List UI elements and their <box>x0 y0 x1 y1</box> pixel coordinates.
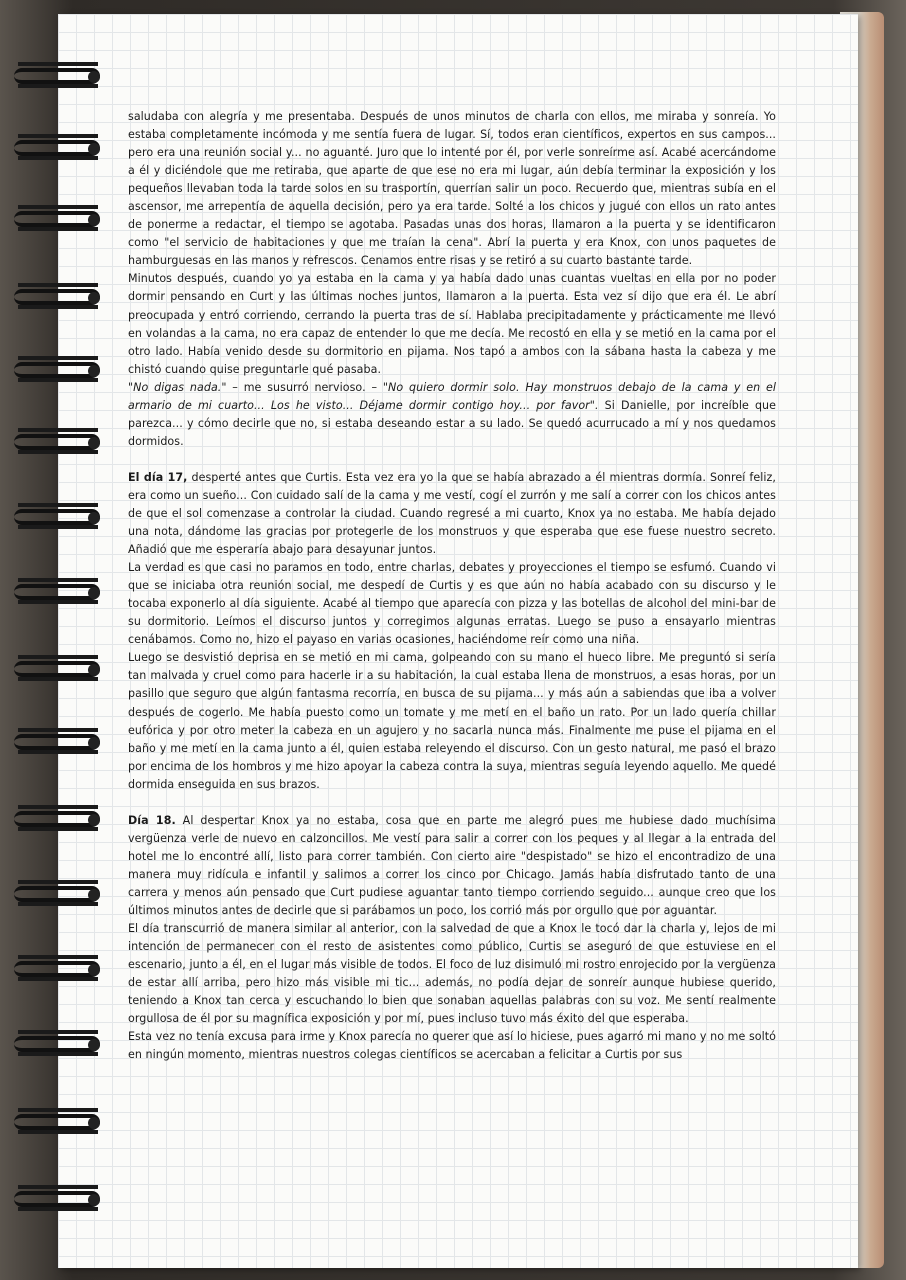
paragraph <box>128 379 776 451</box>
spiral-ring <box>14 356 104 384</box>
paragraph-gap <box>128 451 776 469</box>
spiral-ring <box>14 880 104 908</box>
paragraph-text: Si Danielle, por increíble que parezca... y cómo decirle que no, si estaba deseando estar a su lado. Se quedó acurrucado a mí y nos quedamos dormidos. <box>128 398 777 448</box>
spiral-ring <box>14 62 104 90</box>
spiral-ring <box>14 428 104 456</box>
spiral-ring <box>14 1030 104 1058</box>
paragraph: Esta vez no tenía excusa para irme y Knox parecía no querer que así lo hiciese, pues agarró mi mano y no me soltó en ningún momento, mientras nuestros colegas científicos se acercaban a felicitar a Curtis por sus <box>128 1030 776 1062</box>
paragraph-text: desperté antes que Curtis. Esta vez era yo la que se había abrazado a él mientras dormía. Sonreí feliz, era como un sueño... Con cuidado salí de la cama y me vestí, cogí el zurrón y me salí a correr con los chicos antes de que el sol comenzase a controlar la ciudad. Cuando regresé a mi cuarto, Knox ya no estaba. Me había dejado una nota, dándome las gracias por protegerle de los monstruos y que esperaba que ese fuese nuestro secreto. Añadió que me esperaría abajo para desayunar juntos. <box>128 470 776 557</box>
paragraph: Luego se desvistió deprisa en se metió en mi cama, golpeando con su mano el hueco libre. Me preguntó si sería tan malvada y cruel como para hacerle ir a su habitación, la cual estaba llena de monstruos, a esas horas, por un pasillo que seguro que algún fantasma recorría, en busca de su pijama... y más aún a sabiendas que iba a volver después de cogerlo. Me había puesto como un tomate y me metí en el baño un rato. Por un lado quería chillar eufórica y por otro meter la cabeza en un agujero y no sacarla nunca más. Finalmente me puse el pijama en el baño y me metí en la cama junto a él, quien estaba releyendo el discurso. Con un gesto natural, me pasó el brazo por encima de los hombros y me hizo apoyar la cabeza contra la suya, mientras seguía leyendo aquello. Me quedé dormida enseguida en sus brazos. <box>128 651 776 791</box>
paragraph <box>128 469 776 559</box>
spiral-ring <box>14 134 104 162</box>
paragraph-text: Al despertar Knox ya no estaba, cosa que en parte me alegró pues me hubiese dado muchísima vergüenza verle de nuevo en calzoncillos. Me vestí para salir a correr con los peques y al llegar a la entrada del hotel me lo encontré allí, listo para correr también. Con cierto aire "despistado" se hizo el encontradizo de una manera muy ridícula e infantil y salimos a correr los cinco por Chicago. Jamás había disfrutado tanto de una carrera y menos aún pensado que Curt pudiese aguantar tanto tiempo corriendo seguido... aunque creo que los últimos minutos antes de decirle que si parábamos un poco, los corrió más por orgullo que por aguantar. <box>128 813 776 917</box>
paragraph: saludaba con alegría y me presentaba. Después de unos minutos de charla con ellos, me miraba y sonreía. Yo estaba completamente incómoda y me sentía fuera de lugar. Sí, todos eran científicos, expertos en sus campos... pero era una reunión social y... no aguanté. Juro que lo intenté por él, por verle sonreírme así. Acabé acercándome a él y diciéndole que me retiraba, que aparte de que ese no era mi lugar, aún debía terminar la exposición y los pequeños llevaban toda la tarde solos en su trasportín, querrían salir un poco. Recuerdo que, mientras subía en el ascensor, me arrepentía de aquella decisión, pero ya era tarde. Solté a los chicos y jugué con ellos un rato antes de ponerme a redactar, el tiempo se agotaba. Pasadas unas dos horas, llamaron a la puerta y se identificaron como "el servicio de habitaciones y que me traían la cena". Abrí la puerta y era Knox, con unos paquetes de hamburguesas en las manos y refrescos. Cenamos entre risas y se retiró a su cuarto bastante tarde. <box>128 110 776 268</box>
spiral-ring <box>14 955 104 983</box>
day-heading: El día 17, <box>128 470 188 484</box>
paragraph-gap <box>128 794 776 812</box>
quote: "No quiero dormir solo. Hay monstruos debajo de la cama y en el armario de mi cuarto... Los he visto... Déjame dormir contigo hoy... por favor". <box>128 380 776 412</box>
spiral-ring <box>14 1108 104 1136</box>
paragraph: La verdad es que casi no paramos en todo, entre charlas, debates y proyecciones el tiempo se esfumó. Cuando vi que se iniciaba otra reunión social, me despedí de Curtis y es que aún no había acabado con su discurso y le tocaba exponerlo al día siguiente. Acabé al tiempo que aparecía con pizza y las botellas de alcohol del mini-bar de su dormitorio. Leímos el discurso juntos y corregimos algunas erratas. Luego se puso a ensayarlo mientras cenábamos. Como no, hizo el payaso en varias ocasiones, haciéndome reír como una niña. <box>128 561 776 647</box>
dialogue-tag: – me susurró nervioso. – <box>226 380 383 394</box>
handwritten-text <box>128 108 776 1064</box>
day-heading: Día 18. <box>128 813 176 827</box>
paragraph: El día transcurrió de manera similar al anterior, con la salvedad de que a Knox le tocó dar la charla y, lejos de mi intención de permanecer con el resto de asistentes como público, Curtis se aseguró de que estuviese en el escenario, junto a él, en el lugar más visible de todos. El foco de luz disimuló mi rostro enrojecido por la vergüenza de estar allí arriba, pero hizo más visible mi tic... además, no podía dejar de sonreír aunque hubiese querido, teniendo a Knox tan cerca y escuchando lo bien que sonaban aquellas palabras con su voz. Me sentí realmente orgullosa de él por su magnífica exposición y por mí, pues incluso tuvo más éxito del que esperaba. <box>128 922 776 1026</box>
spiral-ring <box>14 1185 104 1213</box>
paragraph <box>128 812 776 920</box>
paragraph: Minutos después, cuando yo ya estaba en la cama y ya había dado unas cuantas vueltas en ella por no poder dormir pensando en Curt y las últimas noches juntos, llamaron a la puerta. Esta vez sí dijo que era él. Le abrí preocupada y entró corriendo, cerrando la puerta tras de sí. Hablaba precipitadamente y prácticamente me llevó en volandas a la cama, no era capaz de entender lo que me decía. Me recostó en ella y se metió en la cama por el otro lado. Había venido desde su dormitorio en pijama. Nos tapó a ambos con la sábana hasta la cabeza y me chistó cuando quise preguntarle qué pasaba. <box>128 272 776 376</box>
spiral-ring <box>14 728 104 756</box>
spiral-ring <box>14 655 104 683</box>
spiral-ring <box>14 205 104 233</box>
spiral-ring <box>14 283 104 311</box>
spiral-ring <box>14 805 104 833</box>
spiral-ring <box>14 503 104 531</box>
spiral-ring <box>14 578 104 606</box>
quote: "No digas nada." <box>128 380 227 394</box>
